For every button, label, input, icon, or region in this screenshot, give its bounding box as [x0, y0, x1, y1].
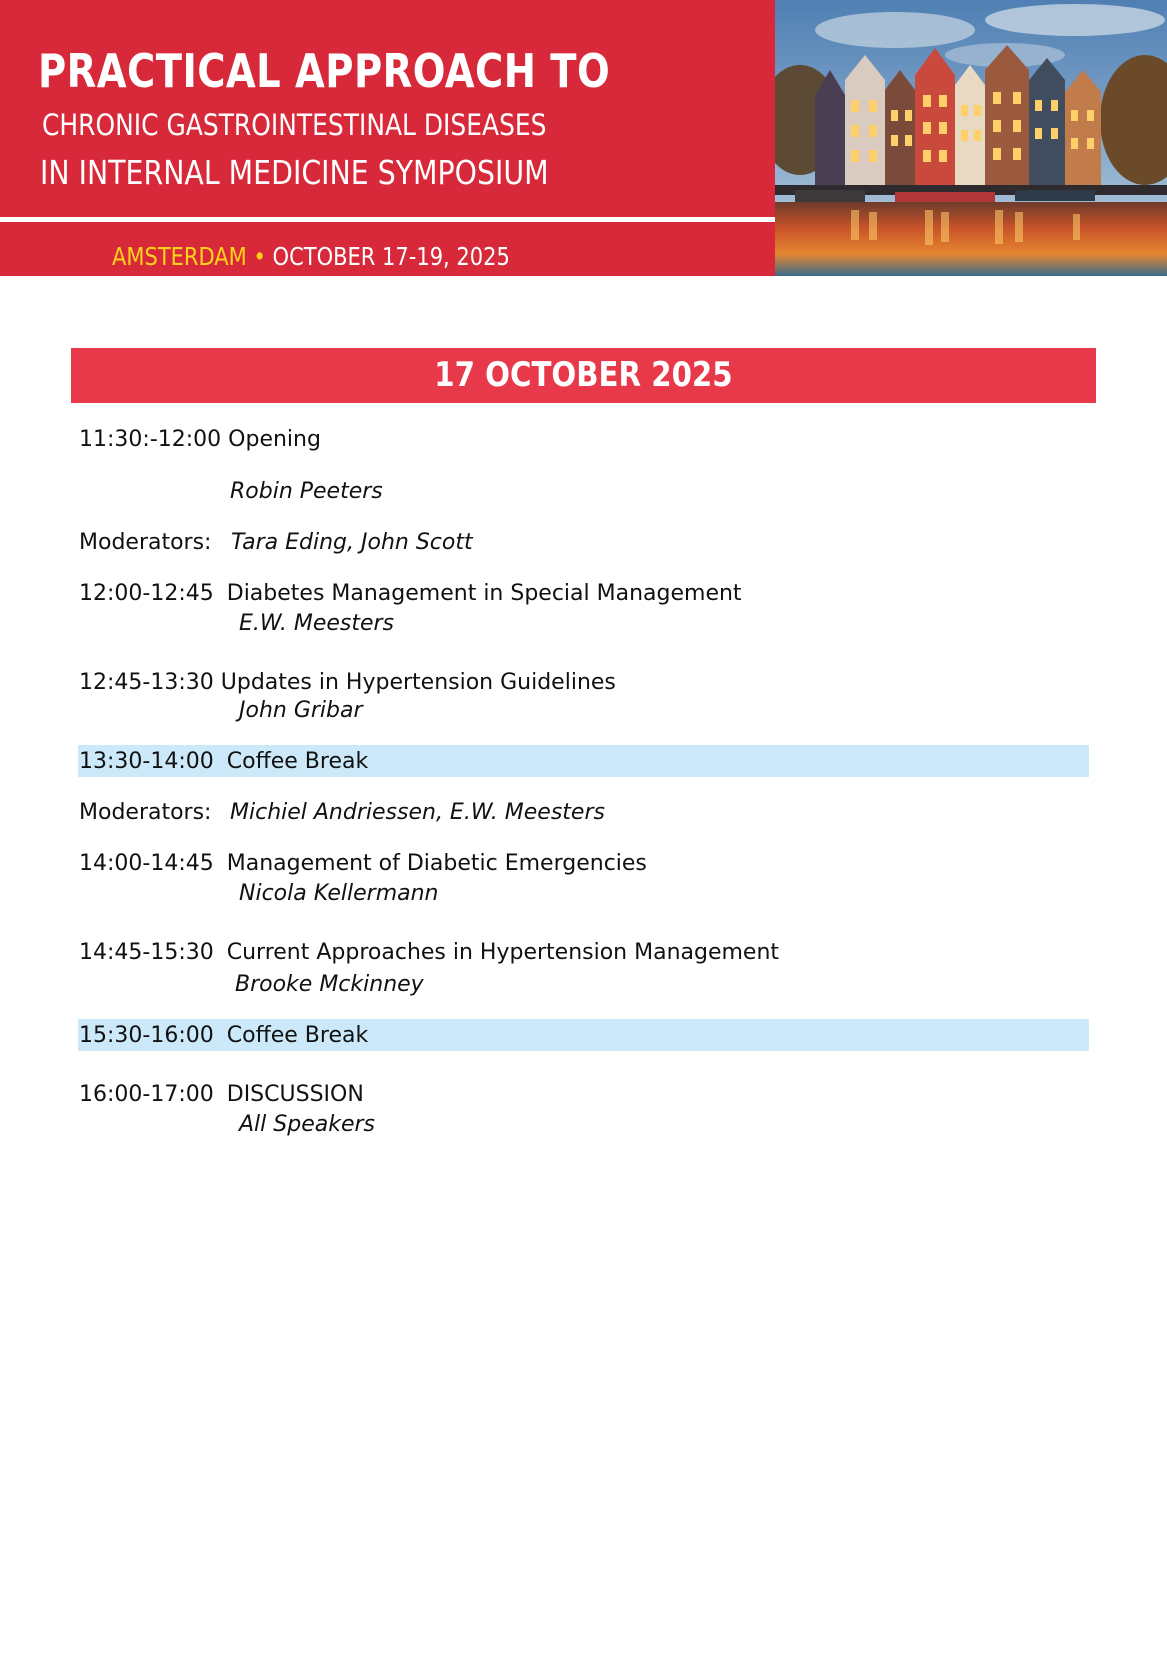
session-title: Updates in Hypertension Guidelines [220, 670, 616, 695]
session-title: Opening [228, 427, 321, 452]
session-3-speaker: Nicola Kellermann [239, 881, 439, 906]
session-time: 16:00-17:00 [79, 1082, 214, 1107]
session-time: 12:00-12:45 [79, 581, 214, 606]
moderators-names: Michiel Andriessen, E.W. Meesters [230, 800, 605, 825]
discussion-speaker: All Speakers [239, 1112, 375, 1137]
day-banner [71, 348, 1096, 403]
program-row-session-4 [79, 940, 779, 965]
session-title: Diabetes Management in Special Management [226, 581, 742, 606]
amsterdam-canal-photo [775, 0, 1167, 276]
title-line-2: CHRONIC GASTROINTESTINAL DISEASES [42, 108, 547, 142]
session-title: Management of Diabetic Emergencies [226, 851, 647, 876]
session-time: 12:45-13:30 [79, 670, 214, 695]
program-row-break-2 [79, 1023, 368, 1048]
session-title: Coffee Break [226, 1023, 369, 1048]
session-time: 11:30:-12:00 [79, 427, 222, 452]
session-1-speaker: E.W. Meesters [239, 611, 395, 636]
session-title: DISCUSSION [226, 1082, 364, 1107]
separator-dot: • [253, 242, 266, 271]
title-line-1: PRACTICAL APPROACH TO [38, 44, 611, 98]
session-time: 14:00-14:45 [79, 851, 214, 876]
moderators-label: Moderators: [79, 530, 212, 555]
title-line-3: IN INTERNAL MEDICINE SYMPOSIUM [40, 153, 549, 192]
session-time: 14:45-15:30 [79, 940, 214, 965]
program-row-session-1 [79, 581, 742, 606]
program-row-session-3 [79, 851, 647, 876]
session-title: Current Approaches in Hypertension Management [226, 940, 780, 965]
session-4-speaker: Brooke Mckinney [235, 972, 424, 997]
session-title: Coffee Break [226, 749, 369, 774]
event-dates: OCTOBER 17-19, 2025 [272, 242, 510, 271]
moderators-names: Tara Eding, John Scott [231, 530, 473, 555]
header-divider [0, 217, 775, 222]
event-city: AMSTERDAM [112, 242, 247, 271]
opening-speaker: Robin Peeters [230, 479, 383, 504]
session-2-speaker: John Gribar [239, 698, 363, 723]
session-time: 15:30-16:00 [79, 1023, 214, 1048]
program-row-opening [79, 427, 321, 452]
program-row-break-1 [79, 749, 368, 774]
event-location-dates [112, 242, 510, 271]
program-row-discussion [79, 1082, 364, 1107]
session-time: 13:30-14:00 [79, 749, 214, 774]
moderators-label: Moderators: [79, 800, 212, 825]
day-title: 17 OCTOBER 2025 [434, 355, 733, 395]
program-row-session-2 [79, 670, 616, 695]
